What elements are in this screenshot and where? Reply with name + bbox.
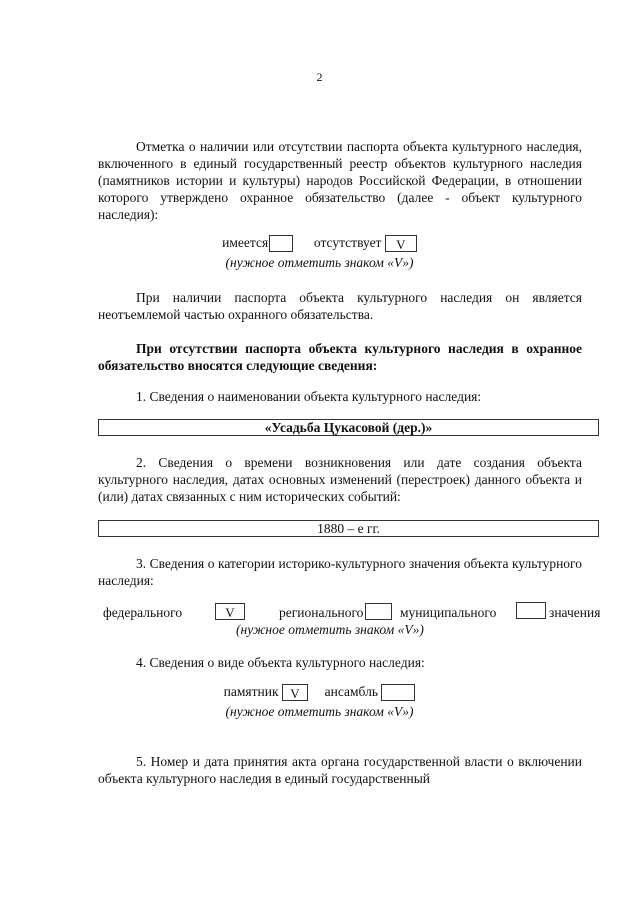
section2-title [98, 454, 582, 505]
absent-passport-checkbox[interactable]: V [385, 235, 417, 252]
municipal-label: муниципального [400, 605, 497, 620]
section4-hint: (нужное отметить знаком «V») [225, 704, 414, 719]
ensemble-label: ансамбль [324, 684, 378, 699]
section3-hint: (нужное отметить знаком «V») [236, 622, 424, 637]
section5-title-text: 5. Номер и дата принятия акта органа государственной власти о включении объекта культурного наследия в единый государственный [98, 754, 582, 786]
section3-title-text: 3. Сведения о категории историко-культурного значения объекта культурного наследия: [98, 556, 582, 588]
federal-label: федерального [103, 605, 183, 620]
section4-title-text: 4. Сведения о виде объекта культурного наследия: [136, 655, 425, 670]
passport-check-row [0, 235, 639, 252]
regional-label: регионального [279, 605, 364, 620]
intro-paragraph [98, 138, 582, 223]
object-name-field[interactable]: «Усадьба Цукасовой (дер.)» [98, 419, 599, 436]
has-passport-label: имеется [222, 235, 269, 250]
absent-heading [98, 340, 582, 374]
creation-date-field[interactable]: 1880 – е гг. [98, 520, 599, 537]
intro-text: Отметка о наличии или отсутствии паспорта объекта культурного наследия, включенного в единый государственный реестр объектов культурного наследия (памятников истории и культуры) народов Российской Федерации, в отношении которого утверждено охранное обязательство (далее - объект культурного наследия): [98, 139, 582, 222]
has-passport-checkbox[interactable] [269, 235, 293, 252]
significance-suffix: значения [549, 605, 601, 620]
section1-title [98, 388, 582, 405]
ensemble-checkbox[interactable] [381, 684, 415, 701]
page-number: 2 [316, 70, 323, 84]
absent-passport-label: отсутствует [313, 235, 382, 250]
passport-check-hint: (нужное отметить знаком «V») [225, 255, 414, 270]
regional-checkbox[interactable] [365, 603, 392, 620]
monument-checkbox[interactable]: V [282, 684, 308, 701]
passport-note-text: При наличии паспорта объекта культурного наследия он является неотъемлемой частью охранного обязательства. [98, 290, 582, 322]
section1-title-text: 1. Сведения о наименовании объекта культурного наследия: [136, 389, 482, 404]
absent-heading-text: При отсутствии паспорта объекта культурного наследия в охранное обязательство вносятся следующие сведения: [98, 341, 582, 373]
section2-title-text: 2. Сведения о времени возникновения или дате создания объекта культурного наследия, датах основных изменений (перестроек) данного объекта и (или) датах связанных с ним исторических событий: [98, 455, 582, 504]
monument-label: памятник [223, 684, 279, 699]
section4-title [98, 654, 582, 671]
object-type-row [0, 684, 639, 701]
federal-checkbox[interactable]: V [215, 603, 245, 620]
section3-title [98, 555, 582, 589]
municipal-checkbox[interactable] [516, 602, 546, 619]
passport-note [98, 289, 582, 323]
section5-title [98, 753, 582, 787]
